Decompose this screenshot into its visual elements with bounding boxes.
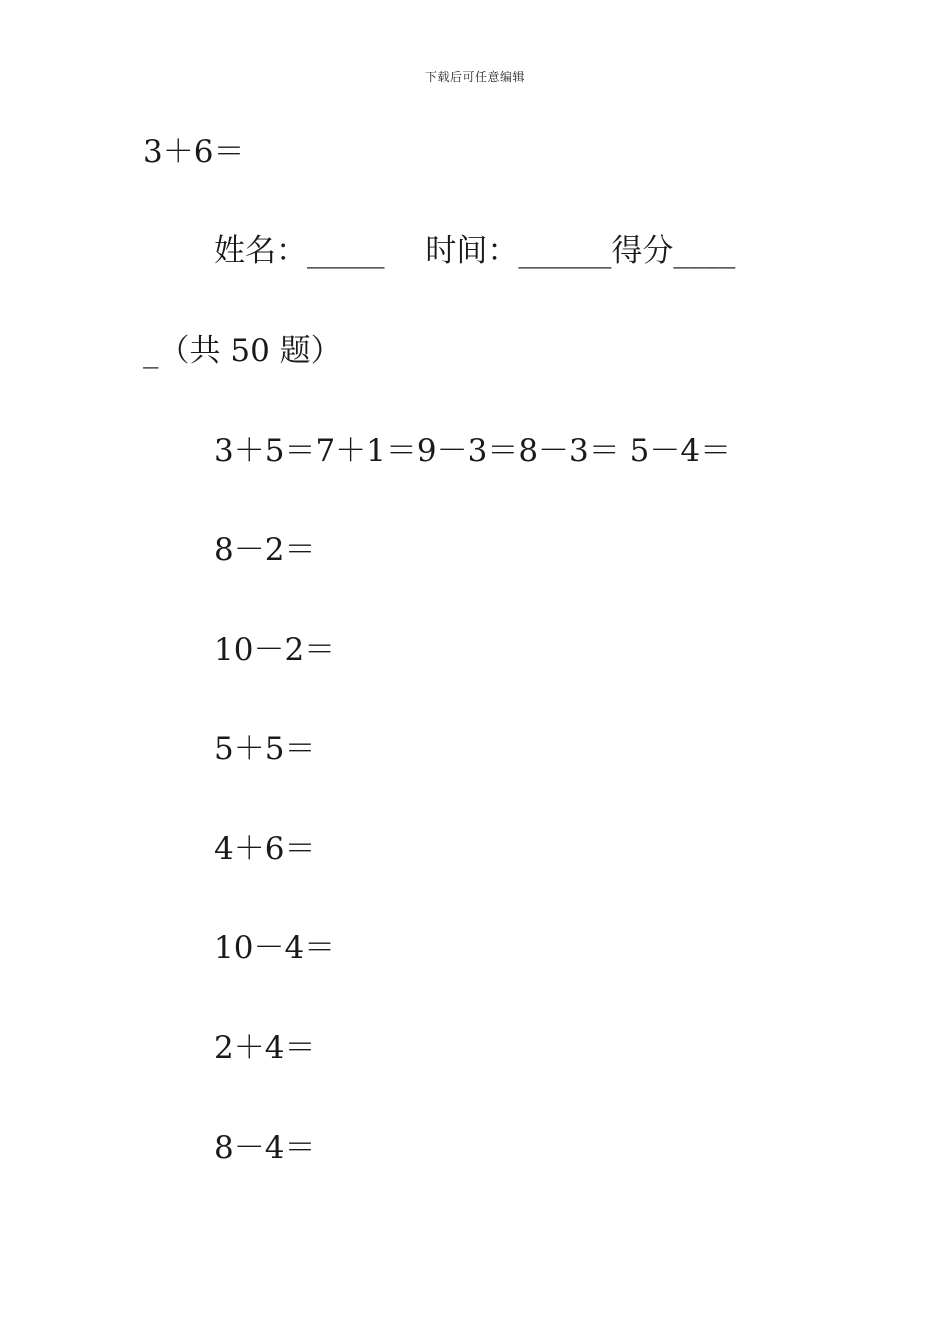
problem-count-line: _（共 50 题）: [143, 333, 342, 369]
problem-item: 10－4＝: [214, 930, 336, 966]
problem-row: 3＋5＝7＋1＝9－3＝8－3＝ 5－4＝: [214, 433, 732, 469]
student-info-line: 姓名：_____ 时间：______得分____: [214, 233, 736, 269]
problem-item: 4＋6＝: [214, 831, 316, 867]
problem-item: 8－4＝: [214, 1130, 316, 1166]
problem-top: 3＋6＝: [143, 134, 245, 170]
header-note: 下载后可任意编辑: [424, 70, 525, 84]
problem-item: 10－2＝: [214, 632, 336, 668]
problem-item: 5＋5＝: [214, 731, 316, 767]
problem-item: 8－2＝: [214, 532, 316, 568]
problem-item: 2＋4＝: [214, 1030, 316, 1066]
